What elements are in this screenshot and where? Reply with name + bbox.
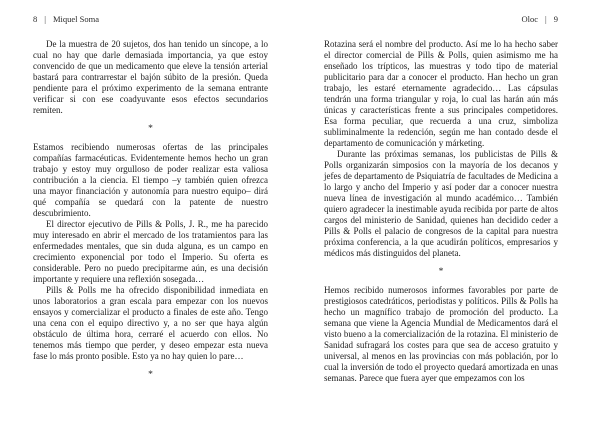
right-page-text [324, 39, 558, 384]
paragraph: Pills & Polls me ha ofrecido disponibilidad inmediata en unos laboratorios a gran escala para empezar con los nuevos ensayos y comercializar el producto a finales de este año. Tengo una cena con el equipo directivo y, a no ser que haya algún obstáculo de última hora, cerraré el acuerdo con ellos. No tenemos más tiempo que perder, y deseo empezar esta nueva fase lo más pronto posible. Esto ya no hay quien lo pare… [33, 285, 268, 361]
page-number-right: 9 [553, 14, 558, 24]
section-break: * [438, 267, 444, 277]
section-break: * [148, 370, 153, 380]
running-header-left [33, 13, 268, 25]
header-divider-right: | [545, 14, 547, 24]
section-break: * [148, 124, 153, 134]
header-divider-left: | [44, 14, 46, 24]
page-right [300, 0, 600, 425]
paragraph: Durante las próximas semanas, los publicistas de Pills & Polls organizarán simposios con la mayoría de los decanos y jefes de departamento de Psiquiatría de facultades de Medicina a lo largo y ancho del Imperio y así poder dar a conocer nuestra nueva línea de investigación al mundo académico… También quiero agradecer la inestimable ayuda recibida por parte de altos cargos del ministerio de Sanidad, quienes han decidido ceder a Pills & Polls el palacio de congresos de la capital para nuestra próxima conferencia, a la que acudirán políticos, empresarios y médicos más distinguidos del planeta. [324, 149, 558, 258]
paragraph: Estamos recibiendo numerosas ofertas de las principales compañías farmacéuticas. Evidentemente hemos hecho un gran trabajo y estoy muy orgulloso de poder realizar esta valiosa contribución a la ciencia. El tiempo –y también quien ofrezca una mayor financiación y autonomía para nuestro equipo– dirá qué compañía se quedará con la patente de nuestro descubrimiento. [33, 142, 268, 218]
header-book-title: Oloc [521, 14, 539, 24]
paragraph: Hemos recibido numerosos informes favorables por parte de prestigiosos catedráticos, periodistas y políticos. Pills & Polls ha hecho un magnífico trabajo de promoción del producto. La semana que viene la Agencia Mundial de Medicamentos dará el visto bueno a la comercialización de la rotazina. El ministerio de Sanidad sufragará los costes para que sea de acceso gratuito y universal, al menos en las provincias con más población, por lo cual la inversión de todo el proyecto quedará amortizada en unas semanas. Parece que fuera ayer que empezamos con los [324, 285, 558, 383]
paragraph: El director ejecutivo de Pills & Polls, J. R., me ha parecido muy interesado en abrir el mercado de los tratamientos para las enfermedades mentales, que sin duda alguna, es un campo en crecimiento exponencial por todo el Imperio. Su oferta es considerable. Pero no puedo precipitarme aún, es una decisión importante y requiere una reflexión sosegada… [33, 219, 268, 284]
paragraph: Rotazina será el nombre del producto. Así me lo ha hecho saber el director comercial de Pills & Polls, quien asimismo me ha enseñado los trípticos, las muestras y todo tipo de material publicitario para dar a conocer el producto. Han hecho un gran trabajo, les estaré eternamente agradecido… Las cápsulas tendrán una forma triangular y roja, lo cual las harán aún más únicas y características frente a sus principales competidores. Esa forma peculiar, que recuerda a una cruz, simboliza subliminalmente la redención, según me han contado desde el departamento de comunicación y márketing. [324, 39, 558, 148]
page-number-left: 8 [33, 14, 38, 24]
paragraph: De la muestra de 20 sujetos, dos han tenido un síncope, a lo cual no hay que darle demasiada importancia, ya que estoy convencido de que un medicamento que eleve la tensión arterial bastará para contrarrestar el bajón súbito de la presión. Queda pendiente para el próximo experimento de la semana entrante verificar si con ese coadyuvante esos efectos secundarios remiten. [33, 39, 268, 115]
running-header-right [324, 13, 558, 25]
left-page-text [33, 39, 268, 381]
header-author: Miquel Soma [52, 14, 99, 24]
